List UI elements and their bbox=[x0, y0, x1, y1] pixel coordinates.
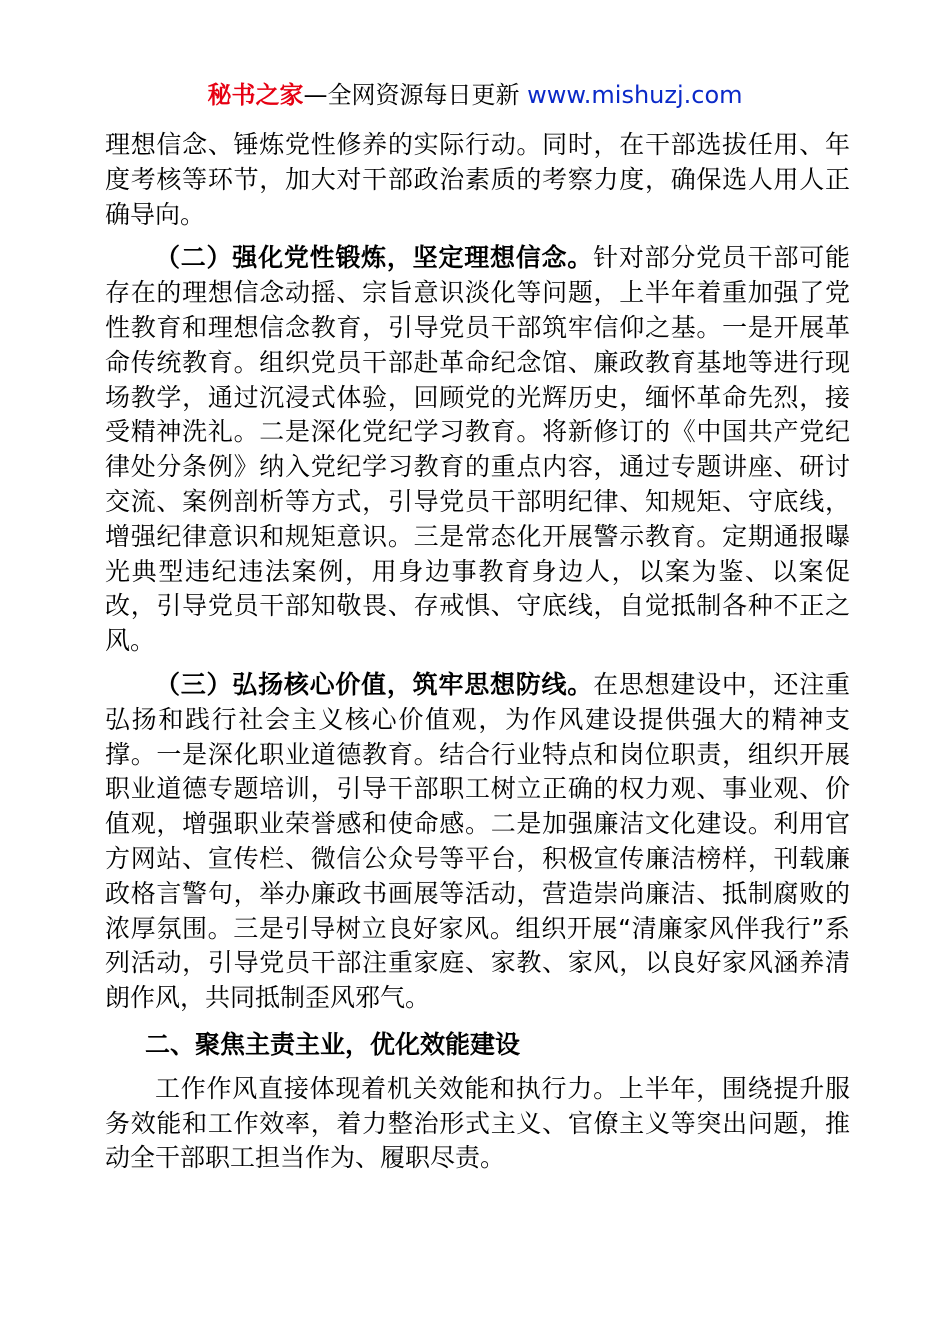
paragraph-section-3 bbox=[105, 668, 850, 1016]
document-body bbox=[105, 128, 850, 1176]
site-brand: 秘书之家 bbox=[207, 81, 304, 109]
paragraph-section-2 bbox=[105, 241, 850, 659]
site-url-link[interactable]: www.mishuzj.com bbox=[527, 81, 743, 109]
paragraph-chapter-intro bbox=[105, 1072, 850, 1176]
section-lead: （三）弘扬核心价值，筑牢思想防线。 bbox=[155, 669, 594, 699]
site-header bbox=[0, 78, 950, 112]
site-tagline: —全网资源每日更新 bbox=[303, 81, 528, 109]
paragraph-text: 工作作风直接体现着机关效能和执行力。上半年，围绕提升服务效能和工作效率，着力整治形式主义、官僚主义等突出问题，推动全干部职工担当作为、履职尽责。 bbox=[105, 1073, 850, 1173]
section-lead: （二）强化党性锻炼，坚定理想信念。 bbox=[155, 243, 594, 273]
paragraph-continuation bbox=[105, 128, 850, 232]
paragraph-text: 针对部分党员干部可能存在的理想信念动摇、宗旨意识淡化等问题，上半年着重加强了党性教育和理想信念教育，引导党员干部筑牢信仰之基。一是开展革命传统教育。组织党员干部赴革命纪念馆、廉政教育基地等进行现场教学，通过沉浸式体验，回顾党的光辉历史，缅怀革命先烈，接受精神洗礼。二是深化党纪学习教育。将新修订的《中国共产党纪律处分条例》纳入党纪学习教育的重点内容，通过专题讲座、研讨交流、案例剖析等方式，引导党员干部明纪律、知规矩、守底线，增强纪律意识和规矩意识。三是常态化开展警示教育。定期通报曝光典型违纪违法案例，用身边事教育身边人，以案为鉴、以案促改，引导党员干部知敬畏、存戒惧、守底线，自觉抵制各种不正之风。 bbox=[105, 243, 850, 656]
chapter-heading: 二、聚焦主责主业，优化效能建设 bbox=[145, 1029, 521, 1059]
paragraph-text: 在思想建设中，还注重弘扬和践行社会主义核心价值观，为作风建设提供强大的精神支撑。一是深化职业道德教育。结合行业特点和岗位职责，组织开展职业道德专题培训，引导干部职工树立正确的权力观、事业观、价值观，增强职业荣誉感和使命感。二是加强廉洁文化建设。利用官方网站、宣传栏、微信公众号等平台，积极宣传廉洁榜样，刊载廉政格言警句，举办廉政书画展等活动，营造崇尚廉洁、抵制腐败的浓厚氛围。三是引导树立良好家风。组织开展“清廉家风伴我行”系列活动，引导党员干部注重家庭、家教、家风，以良好家风涵养清朗作风，共同抵制歪风邪气。 bbox=[105, 669, 850, 1013]
paragraph-text: 理想信念、锤炼党性修养的实际行动。同时，在干部选拔任用、年度考核等环节，加大对干部政治素质的考察力度，确保选人用人正确导向。 bbox=[105, 130, 850, 229]
